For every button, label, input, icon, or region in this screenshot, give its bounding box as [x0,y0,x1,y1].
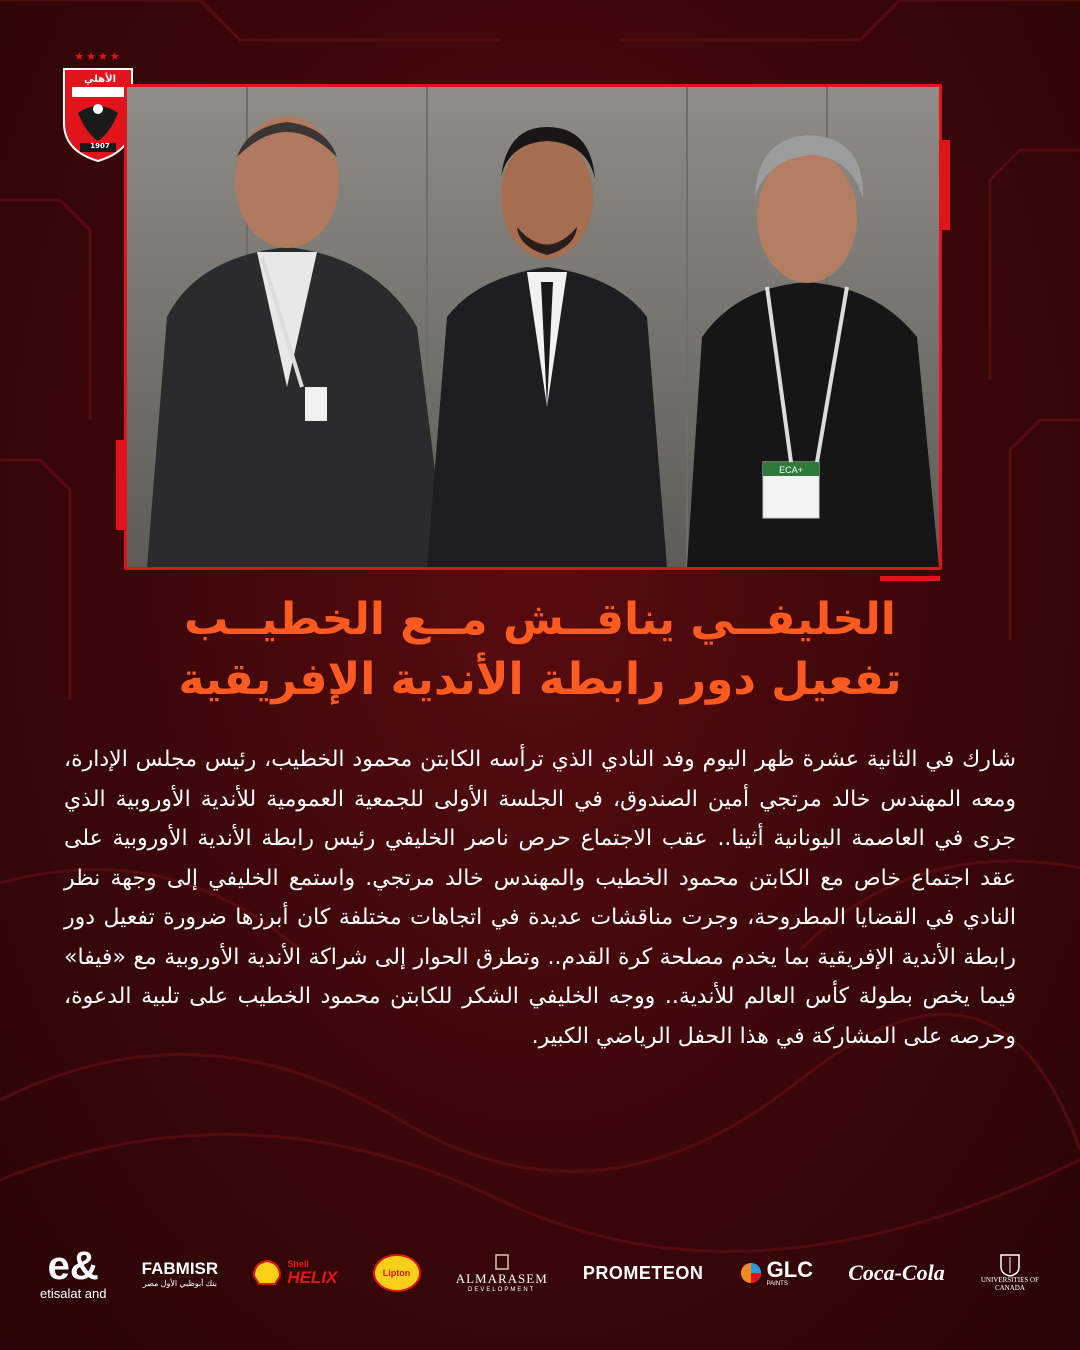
sponsor-shell-helix: Shell HELIX [253,1260,337,1286]
article-body: شارك في الثانية عشرة ظهر اليوم وفد النادي الذي ترأسه الكابتن محمود الخطيب، رئيس مجلس الإدارة، ومعه المهندس خالد مرتجي أمين الصندوق، في الجلسة الأولى للجمعية العمومية للأندية الأوروبية الذي جرى في العاصمة اليونانية أثينا.. عقب الاجتماع حرص ناصر الخليفي رئيس رابطة الأندية الأوروبية على عقد اجتماع خاص مع الكابتن محمود الخطيب والمهندس خالد مرتجي. واستمع الخليفي إلى وجهة نظر النادي في القضايا المطروحة، وجرت مناقشات عديدة في اتجاهات مختلفة كان أبرزها ضرورة تفعيل دور رابطة الأندية الإفريقية بما يخدم مصلحة كرة القدم.. وتطرق الحوار إلى شراكة الأندية الأوروبية مع «فيفا» فيما يخص بطولة كأس العالم للأندية.. ووجه الخليفي الشكر للكابتن محمود الخطيب على تلبية الدعوة، وحرصه على المشاركة في هذا الحفل الرياضي الكبير. [64,747,1016,1049]
headline-line-1: الخليفــي يناقــش مــع الخطيــب [184,594,896,645]
lipton-logo-icon: Lipton [382,1268,411,1278]
headline [120,590,960,710]
sponsors-bar [40,1228,1040,1318]
club-founded: 1907 [90,142,110,150]
frame-accent [880,576,940,581]
etisalat-logo-icon: e& [47,1243,99,1288]
badge-text: ECA+ [779,465,803,475]
frame-accent [942,140,950,230]
sponsor-prometeon: PROMETEON [582,1262,704,1283]
sponsor-almarasem: ALMARASEM DEVELOPMENT [456,1253,548,1293]
sponsor-etisalat: e& etisalat and [40,1243,107,1301]
sponsor-coca-cola: Coca-Cola [848,1260,945,1285]
stars-icon: ★★★★ [74,50,122,63]
group-photo [124,84,942,570]
shell-logo-icon [253,1260,281,1286]
club-logo-text: الأهلي [83,74,116,85]
frame-accent [116,440,124,530]
university-crest-icon [999,1253,1021,1277]
sponsor-glc: GLC PAINTS [739,1259,813,1287]
sponsor-universities-of-canada: UNIVERSITIES OF CANADA [980,1253,1040,1292]
glc-logo-icon [739,1261,763,1285]
photo-image [127,87,939,567]
sponsor-fabmisr: FABMISR بنك أبوظبي الأول مصر [141,1258,219,1288]
almarasem-logo-icon [494,1253,510,1271]
headline-line-2: تفعيل دور رابطة الأندية الإفريقية [178,654,902,705]
sponsor-lipton [373,1254,421,1292]
